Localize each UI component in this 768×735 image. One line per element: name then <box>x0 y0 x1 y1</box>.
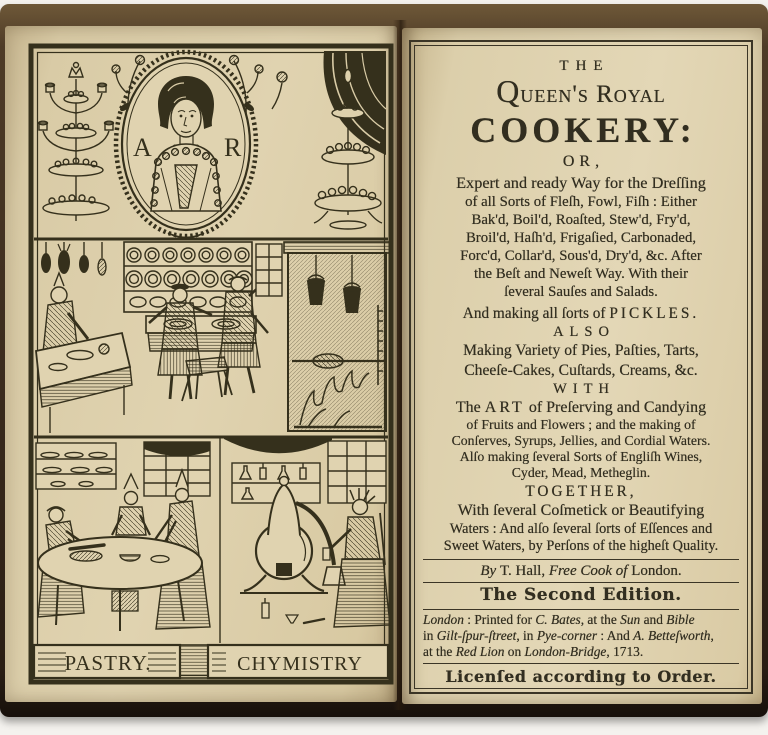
text-line: Waters : And alſo ſeveral ſorts of Eſſences and <box>449 520 713 537</box>
heading-with: WITH <box>553 381 615 397</box>
monogram-r: R <box>224 133 242 162</box>
title-queens-royal: Queen's Royal <box>496 73 666 109</box>
heading-together: TOGETHER, <box>525 483 637 500</box>
text-line: Expert and ready Way for the Dreſſing <box>456 173 706 192</box>
imprint-line: in Gilt-ſpur-ſtreet, in Pye-corner : And A. Betteſworth, <box>423 627 714 643</box>
text-line: Cheeſe-Cakes, Cuſtards, Creams, &c. <box>464 361 698 379</box>
kitchen-window <box>256 244 282 296</box>
text-line: of Fruits and Flowers ; and the making of <box>466 417 696 432</box>
chymistry-curtain <box>224 438 332 453</box>
title-page-border <box>409 40 753 694</box>
rule-divider <box>423 582 739 583</box>
text-line: Conſerves, Syrups, Jellies, and Cordial Waters. <box>451 433 711 448</box>
text-line: the Beſt and Neweſt Way. With their <box>473 266 689 282</box>
hanging-game <box>41 242 106 275</box>
paragraph-art <box>423 398 739 481</box>
text-line: With ſeveral Coſmetick or Beautifying <box>457 502 705 519</box>
sweetmeat-epergne-left <box>39 63 114 222</box>
pickles-word: PICKLES. <box>609 305 700 322</box>
kitchen-scene <box>36 242 390 433</box>
imprint-line: at the Red Lion on London-Bridge, 1713. <box>423 644 644 659</box>
monogram-a: A <box>133 133 152 162</box>
text-line <box>423 398 739 417</box>
text-segment: of Preſerving and Candying <box>524 399 707 416</box>
chymistry-scene <box>224 438 390 627</box>
pastry-scene <box>36 437 220 643</box>
paragraph-pies <box>423 341 739 380</box>
caption-pastry: PASTRY. <box>64 651 152 675</box>
pickles-line <box>463 304 699 323</box>
floor-vessels <box>262 598 324 623</box>
title-page-text <box>414 45 748 689</box>
text-line: ſeveral Sauſes and Salads. <box>504 284 658 300</box>
art-word: ART <box>484 399 525 416</box>
pastry-window <box>144 442 210 496</box>
left-page <box>5 26 397 702</box>
frontispiece-engraving <box>28 43 394 685</box>
license-statement: Licenſed according to Order. <box>445 666 717 686</box>
rule-divider <box>423 663 739 664</box>
pastry-shelves <box>36 443 116 489</box>
paragraph-cosmetick <box>423 501 739 556</box>
fireplace <box>284 242 390 431</box>
text-line: Alſo making ſeveral Sorts of Engliſh Wines, <box>459 449 703 464</box>
title-cookery: COOKERY: <box>470 110 696 150</box>
text-line: of all Sorts of Fleſh, Fowl, Fiſh : Either <box>465 194 697 210</box>
text-segment: And making all ſorts of <box>462 305 610 322</box>
heading-also: ALSO <box>553 324 615 340</box>
right-page <box>402 28 762 704</box>
text-line: Cyder, Mead, Metheglin. <box>511 465 651 480</box>
text-line: Making Variety of Pies, Paſties, Tarts, <box>463 342 699 359</box>
title-or: OR, <box>562 153 605 170</box>
text-line: Forc'd, Collar'd, Sous'd, Dry'd, &c. After <box>460 248 702 264</box>
edition-statement: The Second Edition. <box>480 585 682 606</box>
text-line: Broil'd, Haſh'd, Frigaſied, Carbonaded, <box>465 230 697 246</box>
imprint-line: London : Printed for C. Bates, at the Sun and Bible <box>423 611 695 627</box>
chymistry-window <box>328 441 386 503</box>
text-line: Sweet Waters, by Perſons of the higheſt Quality. <box>443 538 719 555</box>
text-line: Bak'd, Boil'd, Roaſted, Stew'd, Fry'd, <box>471 212 691 228</box>
author-byline: By T. Hall, Free Cook of London. <box>480 562 682 579</box>
prep-table-left <box>36 333 132 433</box>
rule-divider <box>423 559 739 560</box>
title-the: THE <box>559 58 610 74</box>
paragraph-dressing <box>423 173 739 301</box>
imprint <box>423 612 739 661</box>
curtain-drape <box>324 51 386 155</box>
caption-chymistry: CHYMISTRY <box>237 653 363 675</box>
text-segment: The <box>455 399 485 416</box>
rule-divider <box>423 609 739 610</box>
